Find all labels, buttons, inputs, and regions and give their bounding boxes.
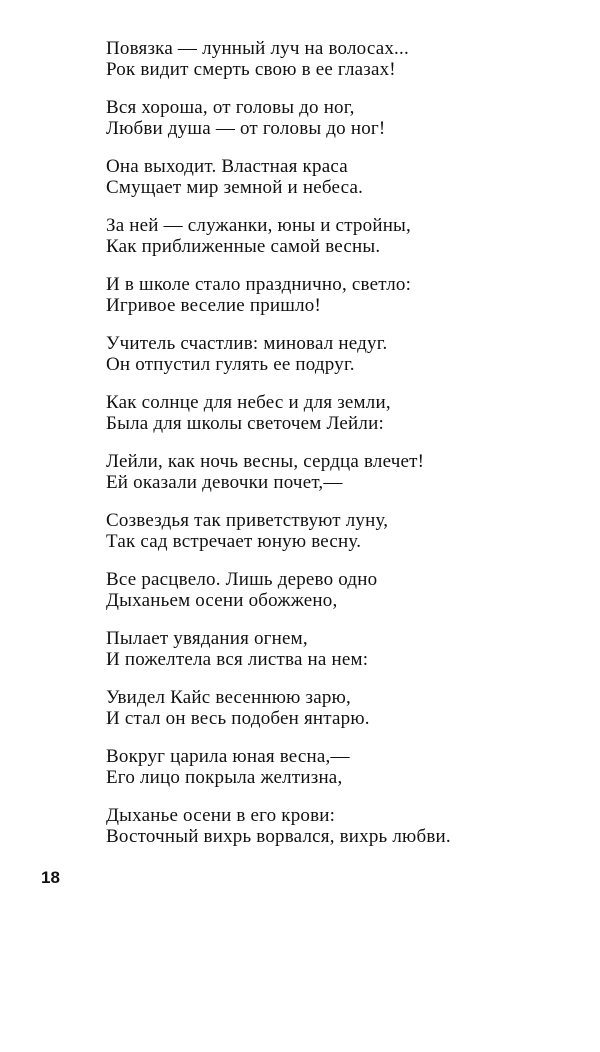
page-number: 18 [41,868,60,887]
poem-line: Увидел Кайс весеннюю зарю, [106,687,351,708]
poem-line: Пылает увядания огнем, [106,628,308,649]
poem-line: Все расцвело. Лишь дерево одно [106,569,378,590]
poem-line: Дыханьем осени обожжено, [106,590,338,611]
poem-line: Созвездья так приветствуют луну, [106,510,389,531]
stanza [106,628,576,670]
poem-line: Как солнце для небес и для земли, [106,392,391,413]
poem-line: Лейли, как ночь весны, сердца влечет! [106,451,425,472]
poem-line: Дыханье осени в его крови: [106,805,336,826]
poem-line: Вокруг царила юная весна,— [106,746,350,767]
poem-line: И в школе стало празднично, светло: [106,274,412,295]
poem-line: За ней — служанки, юны и стройны, [106,215,411,236]
poem-line: Ей оказали девочки почет,— [106,472,343,493]
stanza [106,97,576,139]
stanza [106,805,576,847]
poem-line: Его лицо покрыла желтизна, [106,767,343,788]
stanza [106,569,576,611]
stanza [106,274,576,316]
poem-line: Учитель счастлив: миновал недуг. [106,333,388,354]
stanza [106,451,576,493]
poem-line: Игривое веселие пришло! [106,295,322,316]
poem-line: Так сад встречает юную весну. [106,531,362,552]
stanza [106,333,576,375]
stanza [106,38,576,80]
poem-text [106,38,576,864]
poem-line: Вся хороша, от головы до ног, [106,97,355,118]
poem-line: Повязка — лунный луч на волосах... [106,38,409,59]
poem-line: Рок видит смерть свою в ее глазах! [106,59,396,80]
poem-line: Она выходит. Властная краса [106,156,348,177]
stanza [106,392,576,434]
stanza [106,510,576,552]
poem-line: Была для школы светочем Лейли: [106,413,384,434]
poem-line: Любви душа — от головы до ног! [106,118,386,139]
stanza [106,156,576,198]
poem-line: И пожелтела вся листва на нем: [106,649,369,670]
poem-line: И стал он весь подобен янтарю. [106,708,370,729]
stanza [106,687,576,729]
stanza [106,746,576,788]
poem-line: Смущает мир земной и небеса. [106,177,364,198]
poem-line: Восточный вихрь ворвался, вихрь любви. [106,826,451,847]
stanza [106,215,576,257]
poem-line: Как приближенные самой весны. [106,236,381,257]
poem-line: Он отпустил гулять ее подруг. [106,354,355,375]
